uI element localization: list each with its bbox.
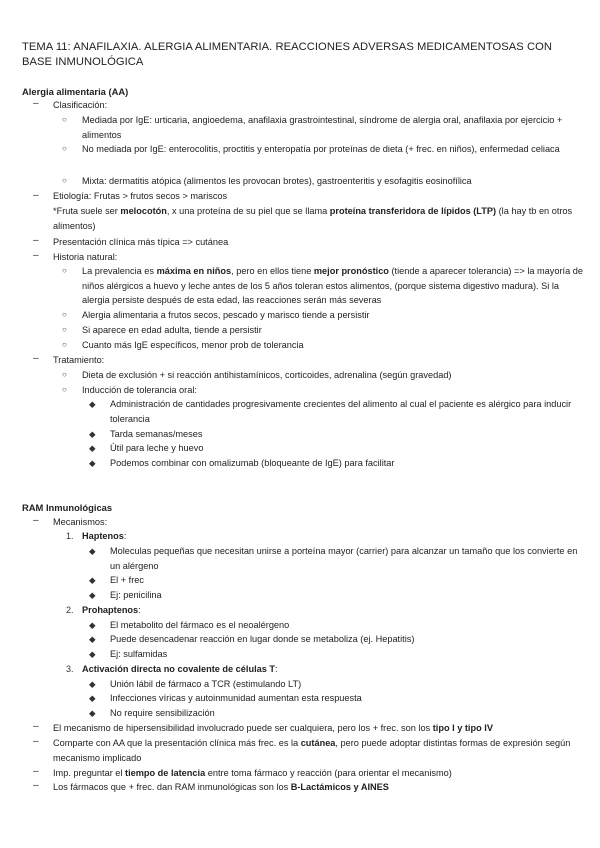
prohaptenos-item: Prohaptenos:: [82, 605, 141, 615]
circle-bullet: ○: [62, 115, 67, 124]
latencia-item: Imp. preguntar el tiempo de latencia entre toma fármaco y reacción (para orientar el mecanismo): [53, 768, 452, 778]
dash-bullet: –: [33, 736, 39, 747]
historia-item: Historia natural:: [53, 252, 118, 262]
penicilina-item: Ej: penicilina: [110, 590, 162, 600]
comparte-item: Comparte con AA que la presentación clínica más frec. es la cutánea, pero puede adoptar distintas formas de expresión según mecanismo implicado: [53, 738, 571, 763]
diamond-bullet: ◆: [89, 708, 96, 718]
circle-bullet: ○: [62, 144, 67, 153]
diamond-bullet: ◆: [89, 458, 96, 468]
clasificacion-item: Clasificación:: [53, 100, 108, 110]
metabolito-item: El metabolito del fármaco es el neoalérgeno: [110, 620, 290, 630]
prevalencia-item: La prevalencia es máxima en niños, pero en ellos tiene mejor pronóstico (tiende a aparecer tolerancia) => la mayoría de niños alérgicos a huevo y leche antes de los 5 años toleran estos alimentos, (porque sistema digestivo madura). Si la alergia persiste después de esta edad, las reacciones serán más severas: [82, 266, 583, 306]
dash-bullet: –: [33, 190, 39, 201]
activacion-item: Activación directa no covalente de células T:: [82, 664, 278, 674]
dash-bullet: –: [33, 766, 39, 777]
admin-item: Administración de cantidades progresivamente crecientes del alimento al cual el paciente es alérgico para inducir tolerancia: [110, 399, 572, 424]
presentacion-item: Presentación clínica más típica => cutánea: [53, 237, 229, 247]
diamond-bullet: ◆: [89, 590, 96, 600]
mixta-item: Mixta: dermatitis atópica (alimentos les provocan brotes), gastroenteritis y esofagitis eosinofílica: [82, 176, 472, 186]
circle-bullet: ○: [62, 310, 67, 319]
diamond-bullet: ◆: [89, 399, 96, 409]
diamond-bullet: ◆: [89, 634, 96, 644]
section-heading-ram: RAM Inmunológicas: [22, 502, 113, 513]
moleculas-item: Moleculas pequeñas que necesitan unirse a porteína mayor (carrier) para alcanzar un tamaño que los convierte en un alérgeno: [110, 546, 578, 571]
circle-bullet: ○: [62, 266, 67, 275]
dieta-item: Dieta de exclusión + si reacción antihistamínicos, corticoides, adrenalina (según gravedad): [82, 370, 452, 380]
fruta-note: *Fruta suele ser melocotón, x una proteína de su piel que se llama proteína transferidora de lípidos (LTP) (la hay tb en otros alimentos): [53, 206, 573, 231]
diamond-bullet: ◆: [89, 443, 96, 453]
circle-bullet: ○: [62, 385, 67, 394]
adulta-item: Si aparece en edad adulta, tiende a persistir: [82, 325, 262, 335]
mecanismos-item: Mecanismos:: [53, 517, 108, 527]
number-marker: 3.: [66, 664, 74, 674]
util-item: Útil para leche y huevo: [110, 443, 204, 453]
dash-bullet: –: [33, 235, 39, 246]
number-marker: 2.: [66, 605, 74, 615]
dash-bullet: –: [33, 780, 39, 791]
no-mediada-item: No mediada por IgE: enterocolitis, proctitis y enteropatía por proteínas de dieta (+ frec. en niños), enfermedad celiaca: [82, 144, 560, 154]
frutos-secos-item: Alergia alimentaria a frutos secos, pescado y marisco tiende a persistir: [82, 310, 370, 320]
circle-bullet: ○: [62, 340, 67, 349]
dash-bullet: –: [33, 721, 39, 732]
circle-bullet: ○: [62, 176, 67, 185]
tratamiento-item: Tratamiento:: [53, 355, 105, 365]
ige-item: Cuanto más IgE específicos, menor prob de tolerancia: [82, 340, 304, 350]
el-frec-item: El + frec: [110, 575, 144, 585]
diamond-bullet: ◆: [89, 429, 96, 439]
document-title: TEMA 11: ANAFILAXIA. ALERGIA ALIMENTARIA. REACCIONES ADVERSAS MEDICAMENTOSAS CON BASE INMUNOLÓGICA: [22, 41, 552, 68]
sulfamidas-item: Ej: sulfamidas: [110, 649, 168, 659]
diamond-bullet: ◆: [89, 575, 96, 585]
dash-bullet: –: [33, 353, 39, 364]
diamond-bullet: ◆: [89, 693, 96, 703]
mecanismo-hiper-item: El mecanismo de hipersensibilidad involucrado puede ser cualquiera, pero los + frec. son los tipo I y tipo IV: [53, 723, 493, 733]
tarda-item: Tarda semanas/meses: [110, 429, 203, 439]
number-marker: 1.: [66, 531, 74, 541]
diamond-bullet: ◆: [89, 620, 96, 630]
omalizumab-item: Podemos combinar con omalizumab (bloqueante de IgE) para facilitar: [110, 458, 395, 468]
mediada-item: Mediada por IgE: urticaria, angioedema, anafilaxia grastrointestinal, síndrome de alergia oral, anafilaxia por ejercicio + alimentos: [82, 115, 563, 140]
etiologia-item: Etiología: Frutas > frutos secos > mariscos: [53, 191, 228, 201]
no-requiere-item: No require sensibilización: [110, 708, 215, 718]
dash-bullet: –: [33, 515, 39, 526]
haptenos-item: Haptenos:: [82, 531, 127, 541]
puede-item: Puede desencadenar reacción en lugar donde se metaboliza (ej. Hepatitis): [110, 634, 415, 644]
circle-bullet: ○: [62, 370, 67, 379]
section-heading-alergia: Alergia alimentaria (AA): [22, 86, 129, 97]
dash-bullet: –: [33, 98, 39, 109]
dash-bullet: –: [33, 250, 39, 261]
circle-bullet: ○: [62, 325, 67, 334]
union-item: Unión lábil de fármaco a TCR (estimulando LT): [110, 679, 302, 689]
infecciones-item: Infecciones víricas y autoinmunidad aumentan esta respuesta: [110, 693, 362, 703]
diamond-bullet: ◆: [89, 679, 96, 689]
diamond-bullet: ◆: [89, 546, 96, 556]
diamond-bullet: ◆: [89, 649, 96, 659]
farmacos-item: Los fármacos que + frec. dan RAM inmunológicas son los B-Lactámicos y AINES: [53, 782, 389, 792]
induccion-item: Inducción de tolerancia oral:: [82, 385, 197, 395]
